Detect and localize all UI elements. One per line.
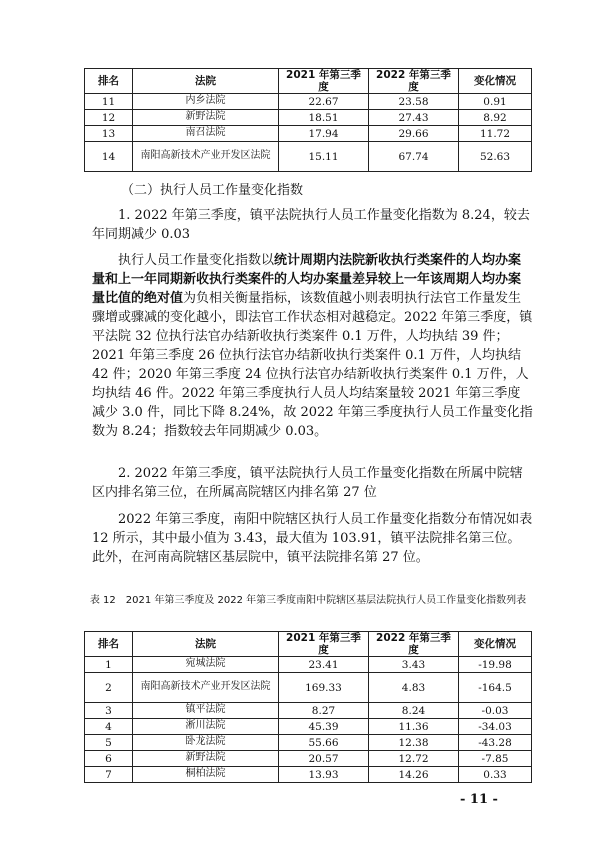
table-row	[85, 673, 532, 703]
cell-change: 52.63	[459, 142, 532, 172]
cell-2021q3: 23.41	[279, 657, 369, 673]
cell-2022q3: 67.74	[369, 142, 459, 172]
table-row	[85, 719, 532, 735]
cell-court: 南召法院	[133, 126, 279, 142]
cell-court: 宛城法院	[133, 657, 279, 673]
table-row	[85, 94, 532, 110]
cell-court: 新野法院	[133, 110, 279, 126]
header-rank: 排名	[85, 69, 133, 94]
cell-court: 卧龙法院	[133, 735, 279, 751]
cell-2022q3: 3.43	[369, 657, 459, 673]
table-row	[85, 657, 532, 673]
cell-change: -7.85	[459, 751, 532, 767]
table-header-row	[85, 69, 532, 94]
paragraph-2-body: 为负相关衡量指标，该数值越小则表明执行法官工作量发生骤增或骤减的变化越小，即法官工作状态相对越稳定。2022 年第三季度，镇平法院 32 位执行法官办结新收执行类案件 0.1 万件，人均执结 39 件；2021 年第三季度 26 位执行法官办结新收执行类案件 0.1 万件，人均执结 42 件；2020 年第三季度 24 位执行法官办结新收执行类案件 0.1 万件，人均执结 46 件。2022 年第三季度执行人员人均结案量较 2021 年第三季度减少 3.0 件，同比下降 8.24%，故 2022 年第三季度执行人员工作量变化指数为 8.24；指数较去年同期减少 0.03。	[92, 291, 533, 439]
cell-rank: 5	[85, 735, 133, 751]
table-row	[85, 142, 532, 172]
cell-change: -43.28	[459, 735, 532, 751]
header-rank: 排名	[85, 632, 133, 657]
cell-change: -164.5	[459, 673, 532, 703]
cell-2021q3: 13.93	[279, 767, 369, 783]
cell-court: 南阳高新技术产业开发区法院	[133, 142, 279, 172]
table-2	[84, 631, 532, 783]
cell-rank: 1	[85, 657, 133, 673]
paragraph-4: 2022 年第三季度，南阳中院辖区执行人员工作量变化指数分布情况如表 12 所示，其中最小值为 3.43，最大值为 103.91，镇平法院排名第三位。此外，在河南高院辖区基层院中，镇平法院排名第 27 位。	[92, 512, 533, 565]
table-header-row	[85, 632, 532, 657]
cell-2022q3: 8.24	[369, 703, 459, 719]
cell-2021q3: 22.67	[279, 94, 369, 110]
cell-rank: 2	[85, 673, 133, 703]
cell-court: 南阳高新技术产业开发区法院	[133, 673, 279, 703]
table-row	[85, 126, 532, 142]
cell-court: 桐柏法院	[133, 767, 279, 783]
header-change: 变化情况	[459, 632, 532, 657]
cell-2021q3: 20.57	[279, 751, 369, 767]
paragraph-1: 1. 2022 年第三季度，镇平法院执行人员工作量变化指数为 8.24，较去年同期减少 0.03	[92, 208, 530, 242]
paragraph-2	[92, 251, 533, 441]
table-row	[85, 751, 532, 767]
cell-2021q3: 8.27	[279, 703, 369, 719]
cell-rank: 13	[85, 126, 133, 142]
cell-rank: 7	[85, 767, 133, 783]
cell-2021q3: 45.39	[279, 719, 369, 735]
header-2021q3: 2021 年第三季度	[279, 632, 369, 657]
table-row	[85, 703, 532, 719]
cell-rank: 12	[85, 110, 133, 126]
cell-change: 11.72	[459, 126, 532, 142]
table-1	[84, 68, 532, 172]
cell-court: 内乡法院	[133, 94, 279, 110]
page-number: - 11 -	[460, 792, 498, 807]
table-row	[85, 110, 532, 126]
cell-rank: 14	[85, 142, 133, 172]
paragraph-2-lead: 执行人员工作量变化指数以	[118, 253, 275, 268]
cell-change: 0.91	[459, 94, 532, 110]
cell-2021q3: 17.94	[279, 126, 369, 142]
header-court: 法院	[133, 632, 279, 657]
table-row	[85, 767, 532, 783]
section-heading: （二）执行人员工作量变化指数	[121, 183, 304, 198]
cell-2021q3: 15.11	[279, 142, 369, 172]
cell-change: 0.33	[459, 767, 532, 783]
cell-2021q3: 169.33	[279, 673, 369, 703]
cell-2022q3: 27.43	[369, 110, 459, 126]
header-change: 变化情况	[459, 69, 532, 94]
cell-change: -34.03	[459, 719, 532, 735]
cell-2021q3: 55.66	[279, 735, 369, 751]
cell-2021q3: 18.51	[279, 110, 369, 126]
cell-change: -0.03	[459, 703, 532, 719]
cell-rank: 4	[85, 719, 133, 735]
cell-2022q3: 12.38	[369, 735, 459, 751]
cell-court: 新野法院	[133, 751, 279, 767]
header-court: 法院	[133, 69, 279, 94]
cell-2022q3: 12.72	[369, 751, 459, 767]
paragraph-2-definition: 统计周期内法院新收执行类案件的人均办案量和上一年同期新收执行类案件的人均办案量差异较上一年该周期人均办案量比值的绝对值	[92, 253, 522, 306]
cell-court: 镇平法院	[133, 703, 279, 719]
header-2021q3: 2021 年第三季度	[279, 69, 369, 94]
cell-rank: 6	[85, 751, 133, 767]
table-row	[85, 735, 532, 751]
table-2-caption: 表 12 2021 年第三季度及 2022 年第三季度南阳中院辖区基层法院执行人员工作量变化指数列表	[89, 595, 527, 606]
cell-rank: 11	[85, 94, 133, 110]
cell-rank: 3	[85, 703, 133, 719]
cell-2022q3: 4.83	[369, 673, 459, 703]
header-2022q3: 2022 年第三季度	[369, 632, 459, 657]
cell-2022q3: 23.58	[369, 94, 459, 110]
cell-change: 8.92	[459, 110, 532, 126]
header-2022q3: 2022 年第三季度	[369, 69, 459, 94]
cell-2022q3: 29.66	[369, 126, 459, 142]
cell-2022q3: 14.26	[369, 767, 459, 783]
cell-court: 淅川法院	[133, 719, 279, 735]
cell-2022q3: 11.36	[369, 719, 459, 735]
cell-change: -19.98	[459, 657, 532, 673]
paragraph-3: 2. 2022 年第三季度，镇平法院执行人员工作量变化指数在所属中院辖区内排名第三位，在所属高院辖区内排名第 27 位	[92, 466, 523, 500]
